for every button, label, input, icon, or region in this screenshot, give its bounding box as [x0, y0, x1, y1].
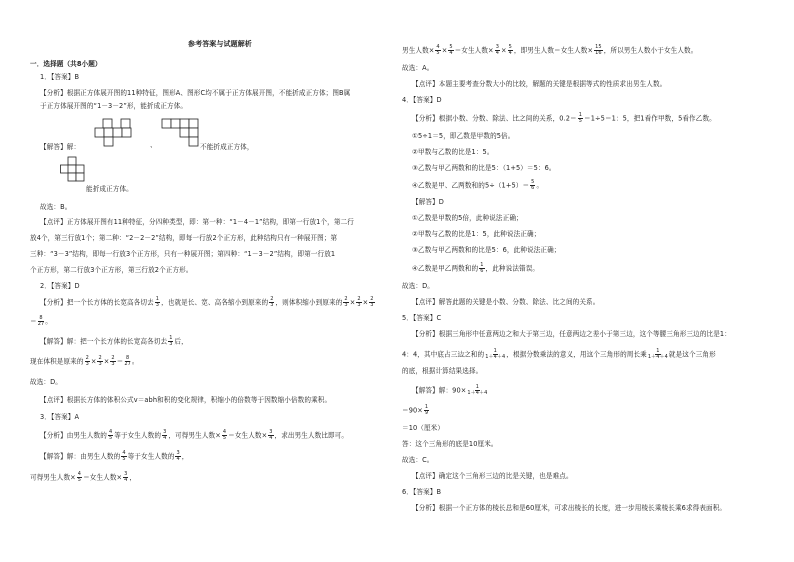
- q5-analysis-1: 【分析】根据三角形中任意两边之和大于第三边，任意两边之差小于第三边，这个等腰三角形三边的比是1：: [412, 330, 731, 338]
- q5-step-2: ＝90× $\frac{1}{9}$: [402, 404, 429, 416]
- q3-analysis: 【分析】由男生人数的 $\frac{4}{5}$ 等于女生人数的 $\frac{3}{4}$ ，可得男生人数× $\frac{4}{5}$ ＝女生人数× $\frac{3}{4}$ ，求出男生人数比即可。: [40, 429, 349, 441]
- q1-analysis-1: 【分析】根据正方体展开图的11种特征，图形A、图形C均不属于正方体展开图，不能折成正方体；图B属: [40, 89, 351, 97]
- cube-net-figure-a: [94, 118, 148, 154]
- q6-answer: 6．【答案】B: [402, 488, 442, 496]
- q4-solution-head: 【解答】D: [412, 198, 444, 206]
- q1-comment-3: 三种：“3－3”结构，即每一行放3个正方形，只有一种展开图；第四种：“1－3－2”结构，即第一行放1: [30, 250, 336, 258]
- q5-analysis-3: 的底，根据计算结果选择。: [402, 367, 483, 375]
- q3-comment: 【点评】本题主要考查分数大小的比较，解题的关键是根据等式的性质求出男生人数。: [412, 80, 667, 88]
- q4-answer: 4．【答案】D: [402, 96, 442, 104]
- q6-analysis: 【分析】根据一个正方体的棱长总和是60厘米，可求出棱长的长度，进一步用棱长乘棱长乘6求得表面积。: [412, 504, 727, 512]
- q4-step-1: ①5÷1＝5，即乙数是甲数的5倍。: [412, 132, 515, 140]
- q4-step-3: ③乙数与甲乙两数和的比是5：（1+5）＝5：6。: [412, 164, 556, 172]
- q4-step-2: ②甲数与乙数的比是1：5。: [412, 148, 494, 156]
- q1-cannot-fold: 不能折成正方体，: [200, 143, 254, 151]
- q3-result: 可得男生人数× $\frac{4}{5}$ ＝女生人数× $\frac{3}{4}$ ，: [30, 471, 137, 483]
- q5-choose: 故选：C。: [402, 456, 434, 464]
- right-column: [402, 0, 774, 562]
- q2-solution: 【解答】解：把一个长方体的长宽高各切去 $\frac{1}{3}$ 后，: [40, 335, 188, 347]
- q5-answer-line: 答：这个三角形的底是10厘米。: [402, 440, 498, 448]
- q4-judge-2: ②甲数与乙数的比是1：5，此种说法正确；: [412, 230, 541, 238]
- q4-analysis: 【分析】根据小数、分数、除法、比之间的关系，0.2＝ $\frac{1}{5}$ ＝1÷5＝1：5，把1看作甲数，5看作乙数。: [412, 112, 716, 124]
- q4-judge-3: ③乙数与甲乙两数和的比是5：6，此种说法正确；: [412, 246, 561, 254]
- q4-step-4: ④乙数是甲、乙两数和的5÷（1+5）＝ $\frac{5}{6}$ 。: [412, 179, 544, 191]
- dash-separator: 、: [150, 141, 157, 149]
- left-column: [30, 0, 402, 562]
- q5-answer: 5．【答案】C: [402, 314, 442, 322]
- page-title: 参考答案与试题解析: [188, 40, 252, 48]
- q1-comment-2: 放4个，第三行放1个；第二种：“2－2－2”结构，即每一行放2个正方形，此种结构只有一种展开图；第: [30, 234, 338, 242]
- q1-comment-1: 【点评】正方体展开图有11种特征，分四种类型，即：第一种：“1－4－1”结构，即第一行放1个，第二行: [40, 218, 354, 226]
- q2-answer: 2．【答案】D: [40, 282, 80, 290]
- q4-comment: 【点评】解答此题的关键是小数、分数、除法、比之间的关系。: [412, 298, 600, 306]
- q5-comment: 【点评】确定这个三角形三边的比是关键，也是难点。: [412, 472, 573, 480]
- q5-analysis-2: 4：4，其中底占三边之和的 $\frac{1}{1+4+4}$ ，根据分数乘法的意义，用这个三角形的周长乘 $\frac{1}{1+4+4}$ 就是这个三角形: [402, 348, 716, 360]
- section-heading: 一．选择题（共8小题）: [30, 60, 102, 68]
- q1-can-fold: 能折成正方体。: [86, 185, 133, 193]
- q1-solution-label: 【解答】解：: [40, 143, 81, 151]
- q2-analysis-result: ＝ $\frac{8}{27}$ 。: [30, 315, 52, 327]
- q3-continued: 男生人数× $\frac{4}{5}$ × $\frac{5}{4}$ ＝女生人数× $\frac{3}{4}$ × $\frac{5}{4}$ ，即男生人数＝女生人数× $\frac{15}{16}$ ，所以男生人数小于女生人数。: [402, 44, 698, 56]
- q3-answer: 3．【答案】A: [40, 413, 80, 421]
- q5-solution: 【解答】解：90× $\frac{1}{1+4+4}$: [412, 384, 488, 396]
- q3-solution: 【解答】解：由男生人数的 $\frac{4}{5}$ 等于女生人数的 $\frac{3}{4}$ ，: [40, 450, 189, 462]
- q1-comment-4: 个正方形，第二行放3个正方形，第三行放2个正方形。: [30, 266, 193, 274]
- q2-comment: 【点评】根据长方体的体积公式v＝abh和积的变化规律，积缩小的倍数等于因数缩小倍数的乘积。: [40, 396, 332, 404]
- q5-step-3: ＝10（厘米）: [402, 424, 445, 432]
- q2-analysis: 【分析】把一个长方体的长宽高各切去 $\frac{1}{3}$ ，也就是长、宽、高各缩小到原来的 $\frac{2}{3}$ ，则体积缩小到原来的 $\frac{2}{3}$ × $\frac{2}{3}$ × $\frac{2}{3}$: [40, 296, 374, 308]
- q1-analysis-2: 于正方体展开图的“1－3－2”形，能折成正方体。: [40, 102, 188, 110]
- q4-choose: 故选：D。: [402, 282, 434, 290]
- q4-judge-1: ①乙数是甲数的5倍，此种说法正确；: [412, 214, 523, 222]
- q3-choose: 故选：A。: [402, 64, 434, 72]
- q1-answer: 1．【答案】B: [40, 73, 80, 81]
- q2-volume-ratio: 现在体积是原来的 $\frac{2}{3}$ × $\frac{2}{3}$ × $\frac{2}{3}$ ＝ $\frac{8}{27}$ 。: [30, 355, 139, 367]
- q4-judge-4: ④乙数是甲乙两数和的 $\frac{1}{6}$ ，此种说法错误。: [412, 262, 540, 274]
- q1-choose: 故选：B。: [40, 203, 72, 211]
- q2-choose: 故选：D。: [30, 378, 62, 386]
